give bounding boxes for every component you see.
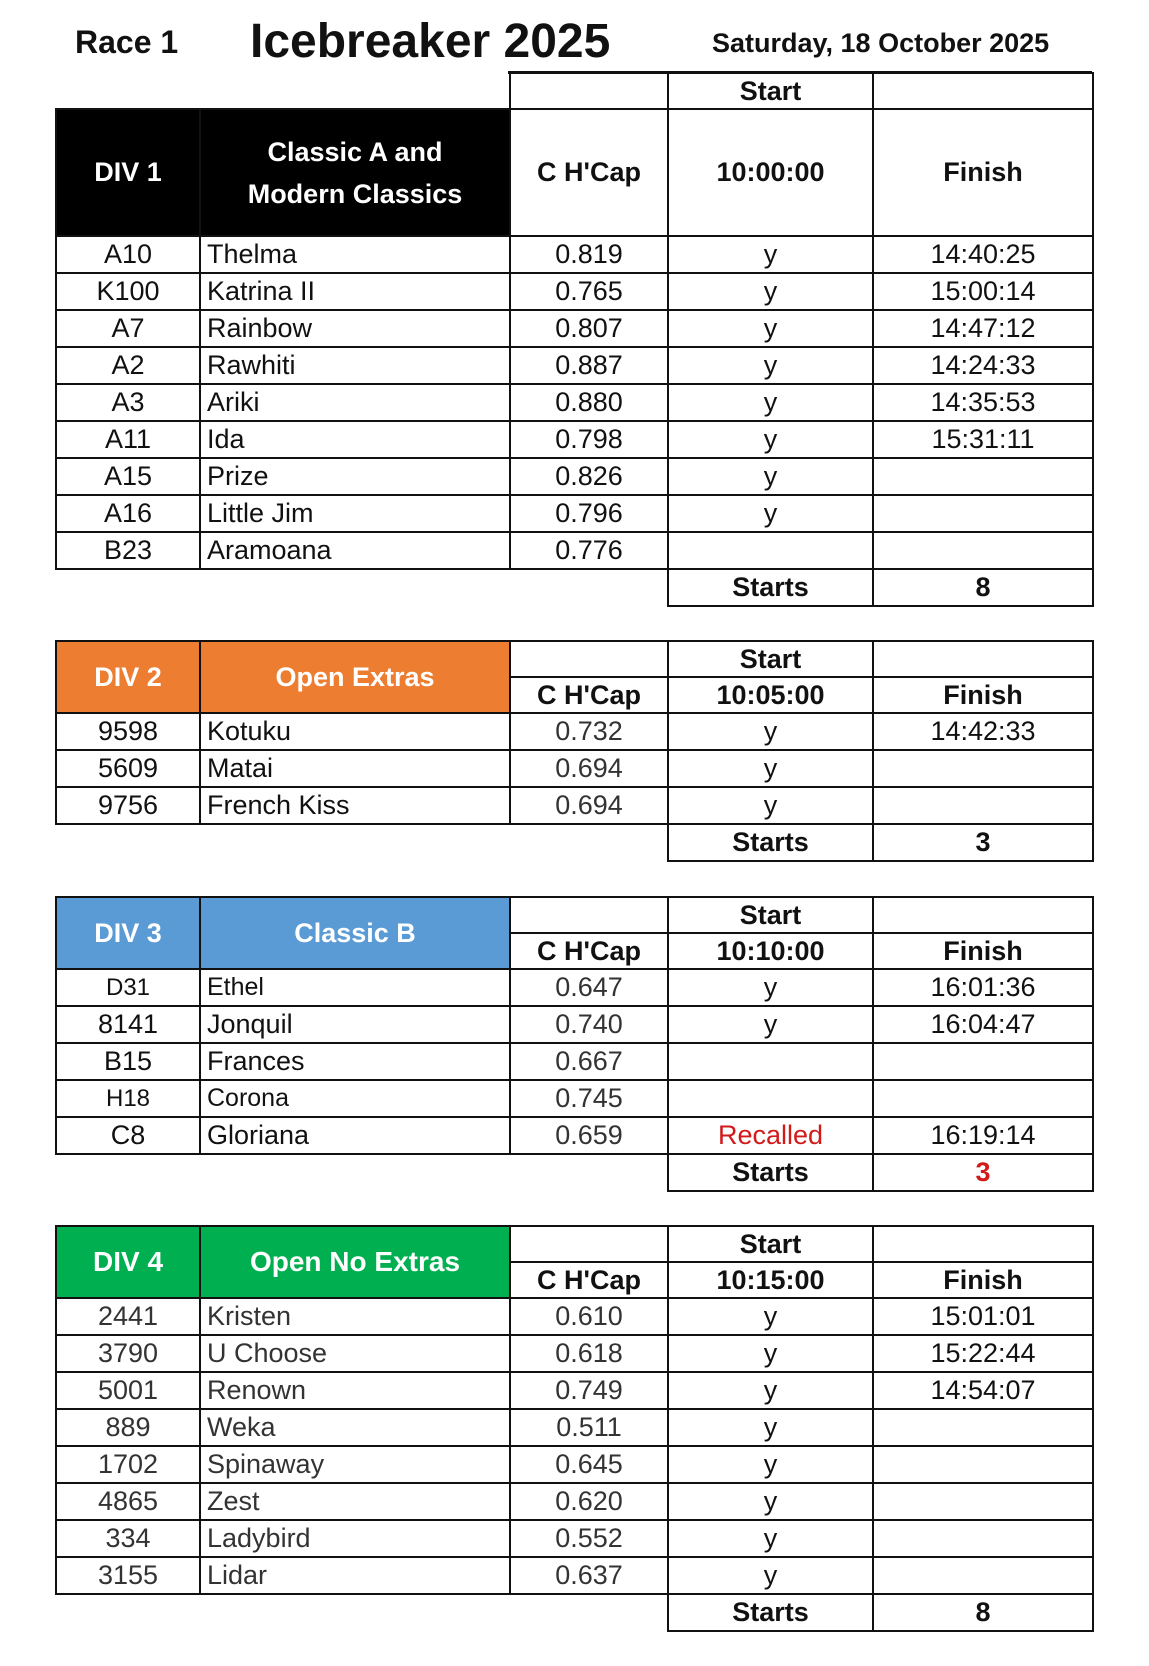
division-name: Classic A and Modern Classics	[200, 109, 510, 236]
boat-name: Corona	[200, 1080, 510, 1117]
handicap: 0.620	[510, 1483, 668, 1520]
boat-name: Ariki	[200, 384, 510, 421]
finish-time: 14:47:12	[873, 310, 1093, 347]
starts-row	[56, 569, 1093, 606]
finish-header-top	[873, 73, 1093, 109]
table-row	[56, 1080, 1093, 1117]
finish-time	[873, 532, 1093, 569]
start-flag-recalled: Recalled	[668, 1117, 873, 1154]
starts-count: 3	[873, 824, 1093, 861]
boat-name: Aramoana	[200, 532, 510, 569]
start-flag: y	[668, 236, 873, 273]
division-label: DIV 1	[56, 109, 200, 236]
start-label: Start	[668, 1226, 873, 1262]
start-flag: y	[668, 384, 873, 421]
table-row	[56, 495, 1093, 532]
table-row	[56, 236, 1093, 273]
event-title: Icebreaker 2025	[250, 15, 611, 68]
boat-name: Weka	[200, 1409, 510, 1446]
handicap: 0.694	[510, 750, 668, 787]
division-name: Open Extras	[200, 641, 510, 713]
table-row	[56, 1043, 1093, 1080]
sail-number: A15	[56, 458, 200, 495]
handicap: 0.740	[510, 1006, 668, 1043]
table-row	[56, 1298, 1093, 1335]
boat-name: French Kiss	[200, 787, 510, 824]
handicap-header-top	[510, 73, 668, 109]
handicap: 0.749	[510, 1372, 668, 1409]
start-flag: y	[668, 1446, 873, 1483]
division-2-table	[55, 640, 1094, 862]
boat-name: Renown	[200, 1372, 510, 1409]
start-flag: y	[668, 421, 873, 458]
finish-time: 15:00:14	[873, 273, 1093, 310]
sail-number: A10	[56, 236, 200, 273]
handicap: 0.618	[510, 1335, 668, 1372]
handicap-header-top	[510, 641, 668, 677]
division-label: DIV 2	[56, 641, 200, 713]
boat-name: Ladybird	[200, 1520, 510, 1557]
boat-name: Kotuku	[200, 713, 510, 750]
start-flag: y	[668, 1483, 873, 1520]
finish-header: Finish	[873, 677, 1093, 713]
finish-time: 15:22:44	[873, 1335, 1093, 1372]
boat-name: Spinaway	[200, 1446, 510, 1483]
table-row	[56, 1006, 1093, 1043]
table-row	[56, 1557, 1093, 1594]
sail-number: 334	[56, 1520, 200, 1557]
sail-number: 9756	[56, 787, 200, 824]
starts-label: Starts	[668, 824, 873, 861]
handicap-header: C H'Cap	[510, 109, 668, 236]
table-row	[56, 750, 1093, 787]
division-3-table	[55, 896, 1094, 1192]
finish-time	[873, 1409, 1093, 1446]
boat-name: Matai	[200, 750, 510, 787]
division-1-rows	[56, 236, 1093, 569]
table-row	[56, 1446, 1093, 1483]
finish-header-top	[873, 1226, 1093, 1262]
start-flag: y	[668, 310, 873, 347]
boat-name: Frances	[200, 1043, 510, 1080]
finish-time: 16:01:36	[873, 969, 1093, 1006]
start-flag: y	[668, 495, 873, 532]
handicap: 0.745	[510, 1080, 668, 1117]
handicap: 0.819	[510, 236, 668, 273]
finish-time	[873, 1483, 1093, 1520]
boat-name: Prize	[200, 458, 510, 495]
finish-time	[873, 1080, 1093, 1117]
start-flag: y	[668, 1557, 873, 1594]
start-flag: y	[668, 347, 873, 384]
start-flag	[668, 1043, 873, 1080]
handicap: 0.887	[510, 347, 668, 384]
start-flag: y	[668, 1520, 873, 1557]
sail-number: 4865	[56, 1483, 200, 1520]
sail-number: C8	[56, 1117, 200, 1154]
table-row	[56, 384, 1093, 421]
starts-row	[56, 1594, 1093, 1631]
handicap: 0.880	[510, 384, 668, 421]
sail-number: A11	[56, 421, 200, 458]
starts-label: Starts	[668, 1594, 873, 1631]
start-flag	[668, 532, 873, 569]
finish-time	[873, 1557, 1093, 1594]
finish-time	[873, 1043, 1093, 1080]
handicap: 0.807	[510, 310, 668, 347]
handicap-header-top	[510, 1226, 668, 1262]
start-flag: y	[668, 458, 873, 495]
start-flag: y	[668, 1006, 873, 1043]
table-row	[56, 273, 1093, 310]
table-row	[56, 713, 1093, 750]
sail-number: 3790	[56, 1335, 200, 1372]
finish-time: 14:24:33	[873, 347, 1093, 384]
boat-name: Lidar	[200, 1557, 510, 1594]
table-row	[56, 1372, 1093, 1409]
race-number: Race 1	[75, 24, 179, 60]
sail-number: 5001	[56, 1372, 200, 1409]
boat-name: Gloriana	[200, 1117, 510, 1154]
finish-time: 14:35:53	[873, 384, 1093, 421]
handicap-header: C H'Cap	[510, 677, 668, 713]
starts-spacer	[56, 1154, 668, 1191]
boat-name: Kristen	[200, 1298, 510, 1335]
start-flag: y	[668, 1372, 873, 1409]
boat-name: Ethel	[200, 969, 510, 1006]
division-2-rows	[56, 713, 1093, 824]
start-flag: y	[668, 969, 873, 1006]
sail-number: A7	[56, 310, 200, 347]
finish-time: 14:40:25	[873, 236, 1093, 273]
sail-number: A2	[56, 347, 200, 384]
table-row	[56, 787, 1093, 824]
handicap: 0.826	[510, 458, 668, 495]
sail-number: H18	[56, 1080, 200, 1117]
finish-time: 14:54:07	[873, 1372, 1093, 1409]
boat-name: Zest	[200, 1483, 510, 1520]
sail-number: 2441	[56, 1298, 200, 1335]
boat-name: Ida	[200, 421, 510, 458]
handicap: 0.610	[510, 1298, 668, 1335]
finish-header-top	[873, 641, 1093, 677]
handicap: 0.637	[510, 1557, 668, 1594]
finish-time	[873, 787, 1093, 824]
table-row	[56, 310, 1093, 347]
table-row	[56, 1409, 1093, 1446]
handicap-header: C H'Cap	[510, 933, 668, 969]
start-flag: y	[668, 713, 873, 750]
starts-row	[56, 824, 1093, 861]
start-flag: y	[668, 1298, 873, 1335]
table-row	[56, 1520, 1093, 1557]
handicap: 0.776	[510, 532, 668, 569]
start-label: Start	[668, 73, 873, 109]
division-4-table	[55, 1225, 1094, 1632]
finish-time	[873, 750, 1093, 787]
table-row	[56, 1117, 1093, 1154]
sail-number: A3	[56, 384, 200, 421]
handicap: 0.694	[510, 787, 668, 824]
handicap-header-top	[510, 897, 668, 933]
starts-count: 8	[873, 1594, 1093, 1631]
table-row	[56, 532, 1093, 569]
sail-number: A16	[56, 495, 200, 532]
start-label: Start	[668, 641, 873, 677]
division-3-rows	[56, 969, 1093, 1154]
boat-name: Little Jim	[200, 495, 510, 532]
finish-header: Finish	[873, 109, 1093, 236]
sail-number: 1702	[56, 1446, 200, 1483]
start-flag: y	[668, 273, 873, 310]
starts-count: 3	[873, 1154, 1093, 1191]
handicap-header: C H'Cap	[510, 1262, 668, 1298]
finish-header: Finish	[873, 1262, 1093, 1298]
handicap: 0.511	[510, 1409, 668, 1446]
start-flag: y	[668, 787, 873, 824]
table-row	[56, 1335, 1093, 1372]
finish-time	[873, 1520, 1093, 1557]
finish-time: 15:01:01	[873, 1298, 1093, 1335]
handicap: 0.796	[510, 495, 668, 532]
starts-row	[56, 1154, 1093, 1191]
sail-number: D31	[56, 969, 200, 1006]
division-name: Classic B	[200, 897, 510, 969]
start-label: Start	[668, 897, 873, 933]
starts-spacer	[56, 569, 668, 606]
boat-name: Rainbow	[200, 310, 510, 347]
sail-number: 889	[56, 1409, 200, 1446]
starts-count: 8	[873, 569, 1093, 606]
division-label: DIV 3	[56, 897, 200, 969]
handicap: 0.732	[510, 713, 668, 750]
boat-name: Rawhiti	[200, 347, 510, 384]
boat-name: Thelma	[200, 236, 510, 273]
table-row	[56, 458, 1093, 495]
table-row	[56, 347, 1093, 384]
handicap: 0.552	[510, 1520, 668, 1557]
table-row	[56, 421, 1093, 458]
race-date: Saturday, 18 October 2025	[712, 28, 1050, 58]
starts-label: Starts	[668, 1154, 873, 1191]
finish-time: 16:04:47	[873, 1006, 1093, 1043]
handicap: 0.667	[510, 1043, 668, 1080]
start-time: 10:15:00	[668, 1262, 873, 1298]
division-1-table	[55, 72, 1094, 607]
sail-number: B23	[56, 532, 200, 569]
start-time: 10:05:00	[668, 677, 873, 713]
sail-number: K100	[56, 273, 200, 310]
sail-number: 8141	[56, 1006, 200, 1043]
sail-number: 5609	[56, 750, 200, 787]
start-time: 10:10:00	[668, 933, 873, 969]
finish-header: Finish	[873, 933, 1093, 969]
handicap: 0.798	[510, 421, 668, 458]
table-row	[56, 969, 1093, 1006]
starts-label: Starts	[668, 569, 873, 606]
handicap: 0.765	[510, 273, 668, 310]
start-flag	[668, 1080, 873, 1117]
start-time: 10:00:00	[668, 109, 873, 236]
division-label: DIV 4	[56, 1226, 200, 1298]
starts-spacer	[56, 824, 668, 861]
sail-number: 9598	[56, 713, 200, 750]
sail-number: B15	[56, 1043, 200, 1080]
header-spacer	[56, 73, 510, 109]
division-4-rows	[56, 1298, 1093, 1594]
finish-header-top	[873, 897, 1093, 933]
finish-time: 16:19:14	[873, 1117, 1093, 1154]
start-flag: y	[668, 1335, 873, 1372]
starts-spacer	[56, 1594, 668, 1631]
handicap: 0.645	[510, 1446, 668, 1483]
handicap: 0.659	[510, 1117, 668, 1154]
division-name: Open No Extras	[200, 1226, 510, 1298]
finish-time	[873, 1446, 1093, 1483]
sail-number: 3155	[56, 1557, 200, 1594]
table-row	[56, 1483, 1093, 1520]
finish-time: 15:31:11	[873, 421, 1093, 458]
start-flag: y	[668, 1409, 873, 1446]
handicap: 0.647	[510, 969, 668, 1006]
finish-time	[873, 458, 1093, 495]
boat-name: Katrina II	[200, 273, 510, 310]
finish-time: 14:42:33	[873, 713, 1093, 750]
start-flag: y	[668, 750, 873, 787]
finish-time	[873, 495, 1093, 532]
boat-name: Jonquil	[200, 1006, 510, 1043]
boat-name: U Choose	[200, 1335, 510, 1372]
